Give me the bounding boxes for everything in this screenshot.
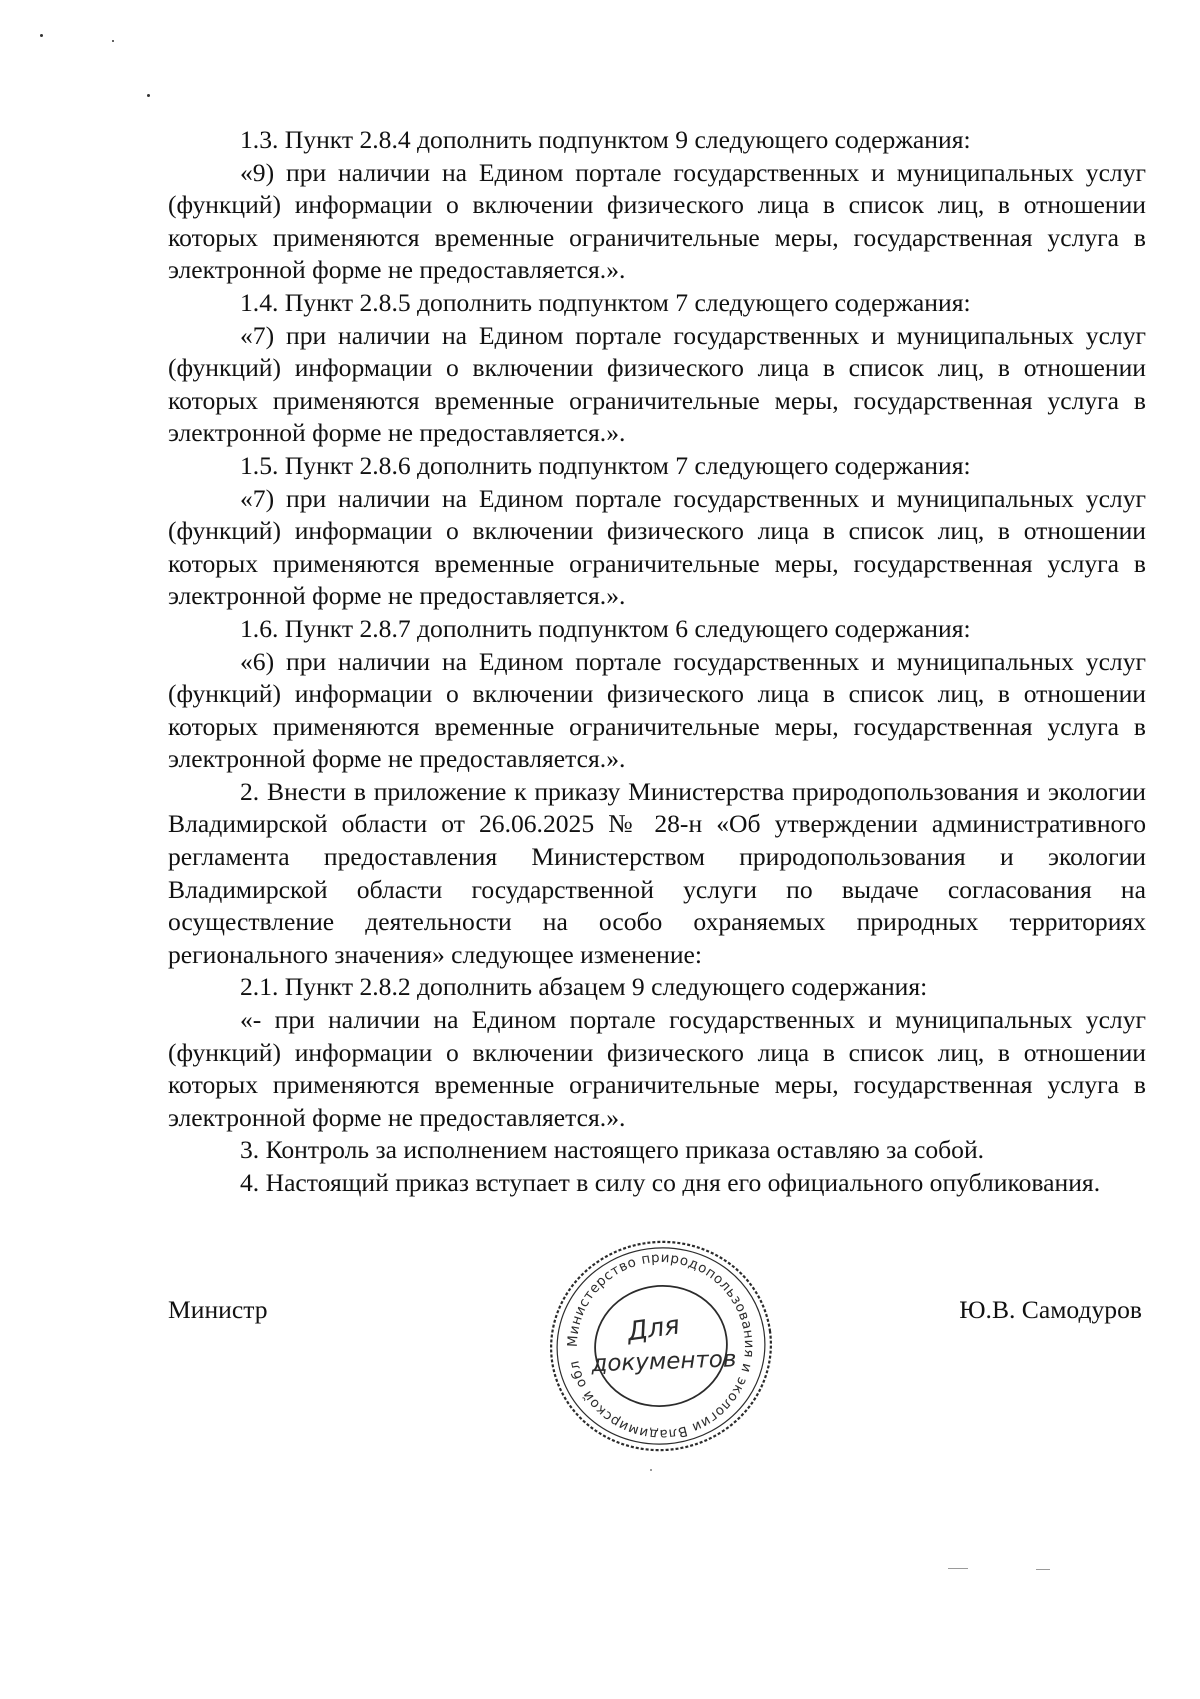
scan-mark [650,1469,652,1471]
clause-text: «7) при наличии на Едином портале государственных и муниципальных услуг (функций) информации о включении физического лица в список лиц, в отношении которых применяются временные ограничительные меры, государственная услуга в электронной форме не предоставляется.». [168,320,1146,448]
clause-text: «7) при наличии на Едином портале государственных и муниципальных услуг (функций) информации о включении физического лица в список лиц, в отношении которых применяются временные ограничительные меры, государственная услуга в электронной форме не предоставляется.». [168,483,1146,611]
document-body [168,124,1146,1200]
clause-heading: 1.6. Пункт 2.8.7 дополнить подпунктом 6 следующего содержания: [240,613,971,643]
stamp-seal-icon [538,1233,784,1459]
clause-heading: 1.3. Пункт 2.8.4 дополнить подпунктом 9 следующего содержания: [240,125,971,154]
scan-speck [147,94,150,97]
clause-heading: 1.4. Пункт 2.8.5 дополнить подпунктом 7 следующего содержания: [240,287,971,317]
scan-mark [948,1568,968,1569]
clause-text: «- при наличии на Едином портале государственных и муниципальных услуг (функций) информации о включении физического лица в список лиц, в отношении которых применяются временные ограничительные меры, государственная услуга в электронной форме не предоставляется.». [168,1005,1146,1132]
stamp-ring-text: Министерство природопользования и экологии Владимирской области [564,1249,758,1443]
scan-speck [40,34,43,37]
clause-text: «9) при наличии на Едином портале государственных и муниципальных услуг (функций) информации о включении физического лица в список лиц, в отношении которых применяются временные ограничительные меры, государственная услуга в электронной форме не предоставляется.». [168,157,1146,285]
scan-speck [112,40,114,42]
stamp-center-line2: документов [591,1346,737,1378]
clause-text: «6) при наличии на Едином портале государственных и муниципальных услуг (функций) информации о включении физического лица в список лиц, в отношении которых применяются временные ограничительные меры, государственная услуга в электронной форме не предоставляется.». [168,646,1146,774]
scan-mark [1036,1569,1050,1570]
signatory-name: Ю.В. Самодуров [959,1295,1142,1324]
signatory-position: Министр [168,1295,268,1324]
stamp-center-line1: Для [625,1310,682,1348]
clause-heading: 3. Контроль за исполнением настоящего приказа оставляю за собой. [240,1135,985,1165]
clause-heading: 1.5. Пункт 2.8.6 дополнить подпунктом 7 следующего содержания: [240,450,971,480]
clause-text: 2. Внести в приложение к приказу Министерства природопользования и экологии Владимирской области от 26.06.2025 № 28-н «Об утверждении административного регламента предоставления Министерством природопользования и экологии Владимирской области государственной услуги по выдаче согласования на осуществление деятельности на особо охраняемых природных территориях регионального значения» следующее изменение: [168,776,1146,969]
official-stamp [538,1233,784,1459]
clause-text: 4. Настоящий приказ вступает в силу со дня его официального опубликования. [240,1168,1101,1197]
clause-heading: 2.1. Пункт 2.8.2 дополнить абзацем 9 следующего содержания: [240,972,928,1002]
